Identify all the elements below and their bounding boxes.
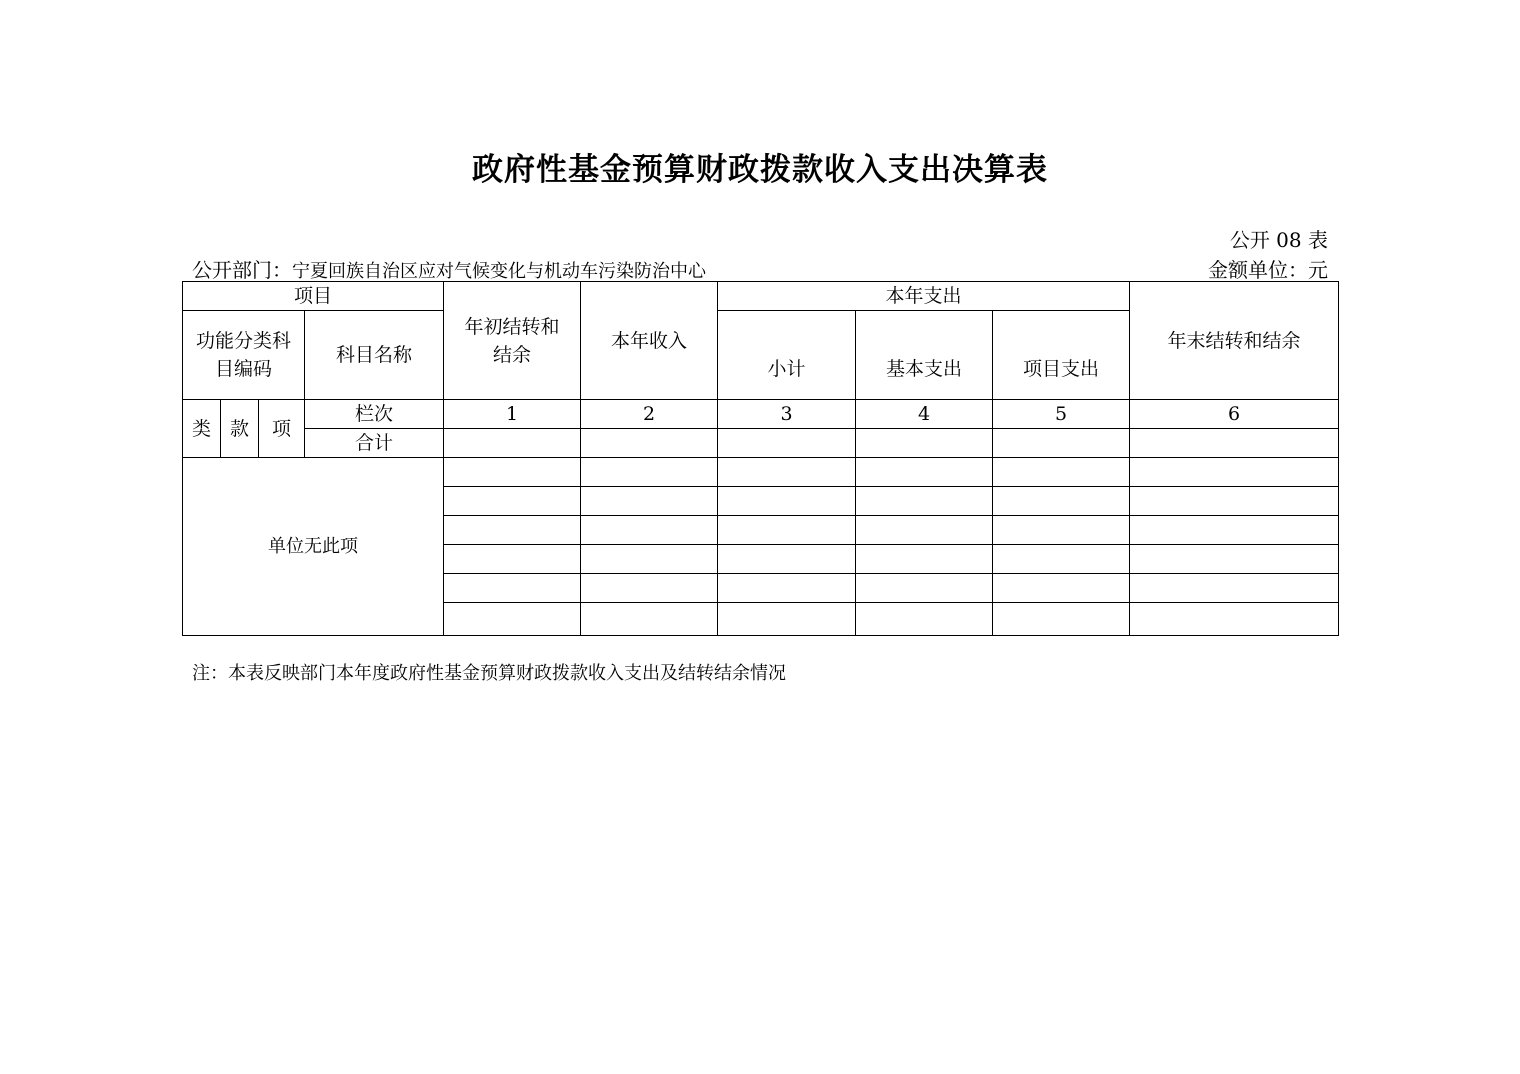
table-cell: [444, 429, 581, 458]
header-row-1: [183, 282, 1339, 311]
table-cell: [581, 487, 718, 516]
table-cell: [444, 545, 581, 574]
table-cell: [718, 458, 856, 487]
table-cell: [856, 574, 993, 603]
table-cell: [444, 487, 581, 516]
table-cell: [856, 545, 993, 574]
table-cell: [581, 458, 718, 487]
column-number: 4: [856, 400, 993, 429]
budget-table: [182, 281, 1339, 636]
footnote: 注：本表反映部门本年度政府性基金预算财政拨款收入支出及结转结余情况: [192, 663, 786, 684]
header-subject-name: 科目名称: [305, 311, 444, 400]
table-cell: [444, 574, 581, 603]
table-cell: [581, 429, 718, 458]
table-cell: [856, 487, 993, 516]
header-subtotal: 小计: [718, 311, 856, 400]
document-title: 政府性基金预算财政拨款收入支出决算表: [472, 152, 1048, 188]
column-number: 5: [993, 400, 1130, 429]
header-func-code: [183, 311, 305, 400]
table-cell: [718, 429, 856, 458]
meta-row: [192, 254, 1328, 283]
table-cell: [581, 603, 718, 636]
table-cell: [856, 429, 993, 458]
header-column-no: 栏次: [305, 400, 444, 429]
table-cell: [1130, 545, 1339, 574]
table-cell: [856, 516, 993, 545]
department-label: 公开部门：: [192, 258, 292, 282]
header-kuan: 款: [221, 400, 259, 458]
header-closing-balance: 年末结转和结余: [1130, 282, 1339, 400]
department-name: 宁夏回族自治区应对气候变化与机动车污染防治中心: [292, 261, 706, 282]
header-opening-balance-text: 年初结转和结余: [464, 315, 560, 366]
table-cell: [1130, 487, 1339, 516]
table-cell: [718, 516, 856, 545]
table-cell: [993, 429, 1130, 458]
header-lei: 类: [183, 400, 221, 458]
table-cell: [993, 516, 1130, 545]
header-func-code-text: 功能分类科目编码: [195, 330, 291, 380]
table-cell: [581, 516, 718, 545]
table-cell: [993, 545, 1130, 574]
table-row: [183, 458, 1339, 487]
table-cell: [1130, 603, 1339, 636]
department-info: [192, 254, 706, 283]
header-project: 项目支出: [993, 311, 1130, 400]
header-expenditure: 本年支出: [718, 282, 1130, 311]
amount-unit: 金额单位：元: [1208, 258, 1328, 282]
table-cell: [718, 574, 856, 603]
header-income: 本年收入: [581, 282, 718, 400]
header-basic: 基本支出: [856, 311, 993, 400]
table-cell: [856, 603, 993, 636]
header-item: 项目: [183, 282, 444, 311]
header-total: 合计: [305, 429, 444, 458]
column-number: 3: [718, 400, 856, 429]
table-cell: [444, 458, 581, 487]
table-cell: [1130, 516, 1339, 545]
table-cell: [993, 603, 1130, 636]
column-number: 6: [1130, 400, 1339, 429]
table-cell: [581, 574, 718, 603]
table-cell: [718, 603, 856, 636]
table-cell: [718, 487, 856, 516]
header-opening-balance: [444, 282, 581, 400]
table-cell: [856, 458, 993, 487]
table-cell: [718, 545, 856, 574]
column-number-row: [183, 400, 1339, 429]
column-number: 1: [444, 400, 581, 429]
table-cell: [993, 458, 1130, 487]
column-number: 2: [581, 400, 718, 429]
table-cell: [444, 603, 581, 636]
table-cell: [581, 545, 718, 574]
table-cell: [993, 574, 1130, 603]
header-xiang: 项: [259, 400, 305, 458]
table-cell: [1130, 458, 1339, 487]
table-cell: [1130, 574, 1339, 603]
total-row: [183, 429, 1339, 458]
table-cell: [444, 516, 581, 545]
empty-notice: 单位无此项: [183, 458, 444, 636]
table-cell: [1130, 429, 1339, 458]
table-cell: [993, 487, 1130, 516]
form-number: 公开 08 表: [1229, 228, 1328, 252]
